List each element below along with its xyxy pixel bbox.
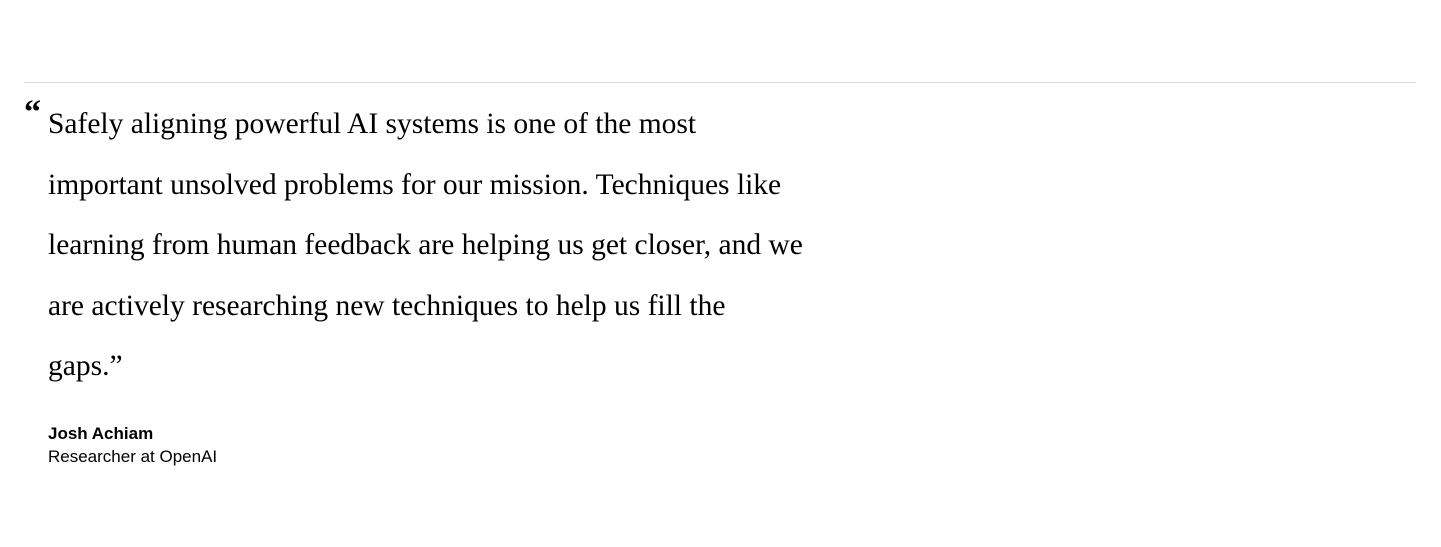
open-quote-mark: “ (24, 94, 41, 131)
section-divider (24, 82, 1416, 83)
testimonial-quote (24, 96, 804, 399)
author-title: Researcher at OpenAI (48, 447, 218, 466)
author-name: Josh Achiam (48, 424, 154, 443)
quote-text: Safely aligning powerful AI systems is one of the most important unsolved problems for our mission. Techniques like learning from human feedback are helping us get closer, and we are actively researching new techniques to help us fill the gaps.” (48, 108, 803, 382)
quote-attribution (48, 423, 217, 469)
